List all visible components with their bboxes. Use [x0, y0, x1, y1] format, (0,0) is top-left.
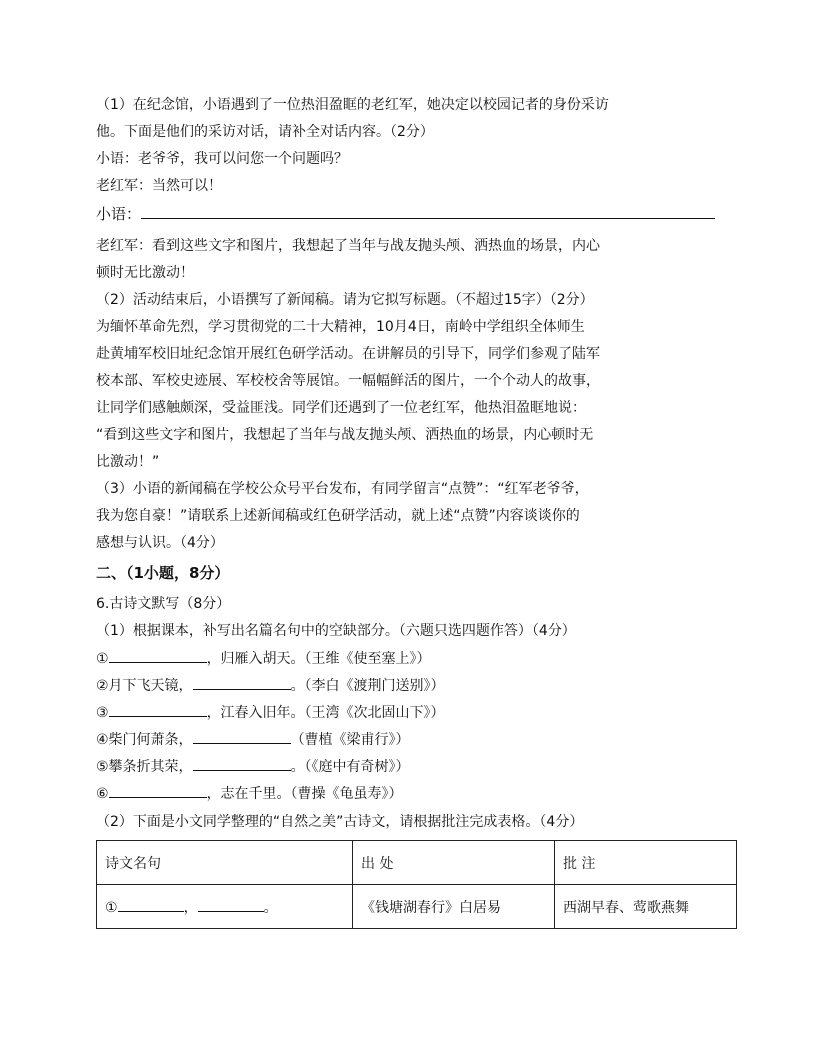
- q6-part2: （2）下面是小文同学整理的“自然之美”古诗文，请根据批注完成表格。（4分）: [96, 814, 584, 830]
- answer-blank[interactable]: [193, 756, 291, 771]
- recitation-item: ① ，归雁入胡天。（王维《使至塞上》）: [96, 648, 431, 669]
- answer-blank[interactable]: [193, 675, 291, 690]
- table-header-row: [97, 841, 737, 885]
- table-row: [97, 885, 737, 929]
- answer-blank[interactable]: [109, 783, 207, 798]
- answer-blank[interactable]: [141, 204, 715, 219]
- answer-blank[interactable]: [109, 648, 207, 663]
- q6-title: 6.古诗文默写（8分）: [96, 596, 231, 612]
- recitation-item: ②月下飞天镜， 。（李白《渡荆门送别》）: [96, 675, 445, 696]
- news-line: “看到这些文字和图片，我想起了当年与战友抛头颅、洒热血的场景，内心顿时无: [96, 427, 594, 443]
- answer-blank[interactable]: [193, 729, 291, 744]
- dialog-line-veteran-1: 老红军：当然可以！: [96, 178, 222, 194]
- dialog-line-xiaoyu-1: 小语：老爷爷，我可以问您一个问题吗？: [96, 151, 348, 167]
- table-cell-note: 西湖早春、莺歌燕舞: [555, 885, 737, 929]
- q5-part2: （2）活动结束后，小语撰写了新闻稿。请为它拟写标题。（不超过15字）（2分）: [96, 292, 594, 308]
- table-cell-source: 《钱塘湖春行》白居易: [353, 885, 555, 929]
- news-line: 为缅怀革命先烈，学习贯彻党的二十大精神，10月4日，南岭中学组织全体师生: [96, 319, 585, 335]
- dialog-line-veteran-2b: 顿时无比激动！: [96, 265, 194, 281]
- section-heading: 二、（1小题，8分）: [96, 564, 230, 582]
- news-line: 让同学们感触颇深，受益匪浅。同学们还遇到了一位老红军，他热泪盈眶地说：: [96, 400, 586, 416]
- recitation-item: ④柴门何萧条， （曹植《梁甫行》）: [96, 729, 410, 750]
- recitation-item: ③ ，江春入旧年。（王湾《次北固山下》）: [96, 702, 445, 723]
- dialog-line-veteran-2a: 老红军：看到这些文字和图片，我想起了当年与战友抛头颅、洒热血的场景，内心: [96, 238, 600, 254]
- recitation-item: ⑥ ，志在千里。（曹操《龟虽寿》）: [96, 783, 403, 804]
- poem-table: [96, 840, 737, 929]
- answer-blank[interactable]: [198, 897, 264, 912]
- recitation-item: ⑤攀条折其荣， 。（《庭中有奇树》）: [96, 756, 410, 777]
- answer-blank[interactable]: [109, 702, 207, 717]
- q5-part1-line1: （1）在纪念馆，小语遇到了一位热泪盈眶的老红军，她决定以校园记者的身份采访: [96, 97, 609, 113]
- q6-part1: （1）根据课本，补写出名篇名句中的空缺部分。（六题只选四题作答）（4分）: [96, 623, 576, 639]
- q5-part3-line: （3）小语的新闻稿在学校公众号平台发布，有同学留言“点赞”：“红军老爷爷，: [96, 481, 589, 497]
- news-line: 赴黄埔军校旧址纪念馆开展红色研学活动。在讲解员的引导下，同学们参观了陆军: [96, 346, 600, 362]
- news-line: 校本部、军校史迹展、军校校舍等展馆。一幅幅鲜活的图片，一个个动人的故事，: [96, 373, 600, 389]
- dialog-line-xiaoyu-2: [96, 204, 715, 224]
- q5-part1-line2: 他。下面是他们的采访对话，请补全对话内容。（2分）: [96, 124, 434, 140]
- dialog-speaker-label: 小语：: [96, 205, 142, 223]
- table-cell-verse: ① ， 。: [97, 885, 353, 929]
- table-header-cell: 诗文名句: [97, 841, 353, 885]
- q5-part3-line: 感想与认识。（4分）: [96, 535, 224, 551]
- table-header-cell: 批 注: [555, 841, 737, 885]
- q5-part3-line: 我为您自豪！”请联系上述新闻稿或红色研学活动，就上述“点赞”内容谈谈你的: [96, 508, 580, 524]
- table-header-cell: 出 处: [353, 841, 555, 885]
- answer-blank[interactable]: [118, 897, 184, 912]
- news-line: 比激动！”: [96, 454, 160, 470]
